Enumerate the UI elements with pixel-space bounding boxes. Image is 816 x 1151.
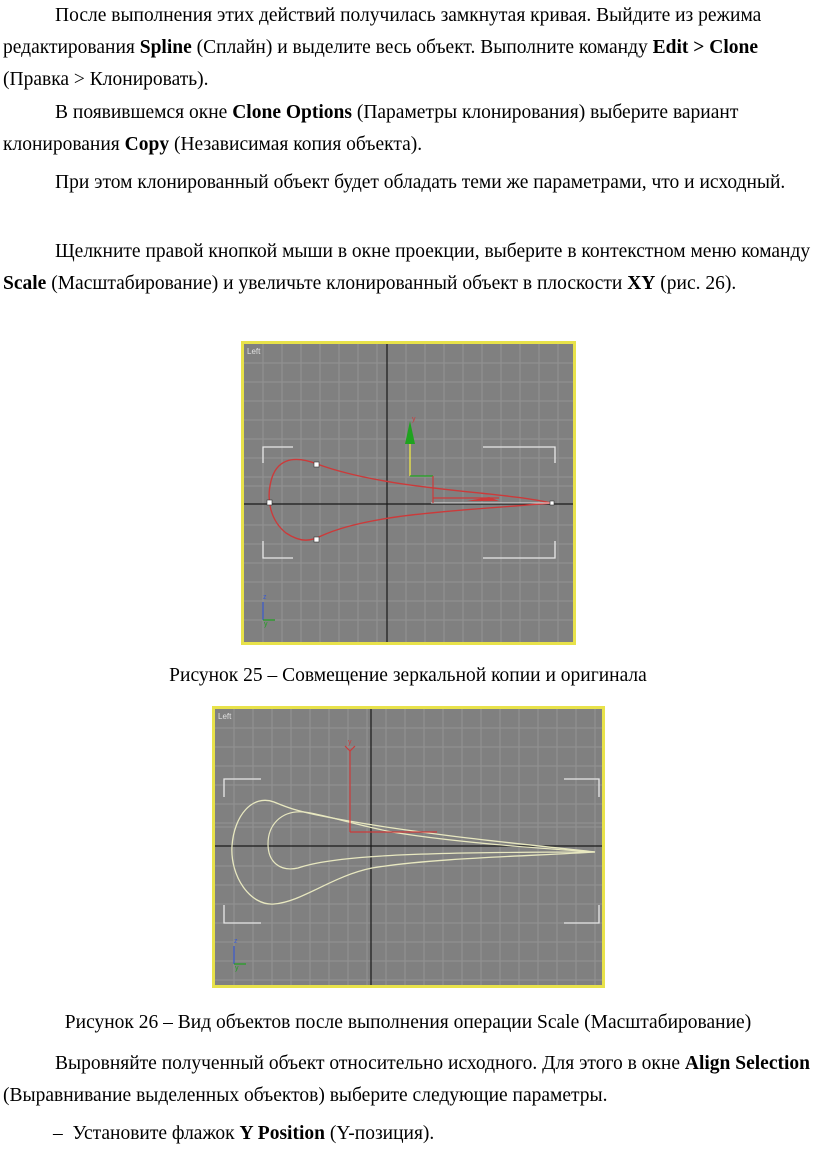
figure-25-caption: Рисунок 25 – Совмещение зеркальной копии и оригинала — [169, 665, 647, 686]
paragraph-2 — [3, 97, 811, 161]
text: После выполнения этих действий получилась замкнутая кривая. Выйдите из режима редактирования — [3, 5, 762, 58]
figure-25-viewport — [241, 341, 576, 645]
tripod-z-label: z — [263, 594, 267, 601]
tripod-z-label: z — [234, 938, 238, 945]
viewport-frame — [243, 343, 575, 644]
text: (Выравнивание выделенных объектов) выберите следующие параметры. — [3, 1085, 608, 1106]
text: Выровняйте полученный объект относительно исходного. Для этого в окне — [55, 1053, 685, 1074]
paragraph-5 — [3, 1048, 811, 1112]
viewport-label: Left — [218, 712, 232, 721]
text: (Правка > Клонировать). — [3, 69, 209, 90]
term-align-selection: Align Selection — [684, 1053, 810, 1074]
bullet-item — [53, 1118, 803, 1150]
term-clone-options: Clone Options — [232, 102, 352, 123]
gizmo-y-label: y — [412, 416, 416, 423]
paragraph-3 — [3, 167, 811, 199]
text: В появившемся окне — [55, 102, 233, 123]
paragraph-4 — [3, 236, 811, 300]
text: При этом клонированный объект будет обладать теми же параметрами, что и исходный. — [55, 172, 786, 193]
tripod-y-label: y — [235, 965, 239, 972]
term-scale: Scale — [3, 273, 47, 294]
text: Щелкните правой кнопкой мыши в окне проекции, выберите в контекстном меню команду — [55, 241, 811, 262]
text: Установите флажок — [72, 1123, 240, 1144]
text: (Y-позиция). — [324, 1123, 435, 1144]
paragraph-1 — [3, 0, 811, 96]
viewport-left-figure26 — [212, 706, 605, 988]
tripod-y-label: y — [264, 621, 268, 628]
text: (рис. 26). — [655, 273, 737, 294]
term-xy: XY — [627, 273, 656, 294]
figure-26-viewport — [212, 706, 605, 988]
text: (Сплайн) и выделите весь объект. Выполните команду — [191, 37, 653, 58]
text: (Масштабирование) и увеличьте клонированный объект в плоскости — [46, 273, 628, 294]
term-copy: Copy — [124, 134, 170, 155]
term-y-position: Y Position — [239, 1123, 325, 1144]
viewport-left-figure25 — [241, 341, 576, 645]
viewport-label: Left — [247, 347, 261, 356]
text: (Независимая копия объекта). — [169, 134, 423, 155]
figure-26-caption: Рисунок 26 – Вид объектов после выполнения операции Scale (Масштабирование) — [64, 1012, 752, 1033]
bullet-marker: – — [53, 1123, 63, 1144]
term-spline: Spline — [139, 37, 192, 58]
term-edit-clone: Edit > Clone — [652, 37, 758, 58]
gizmo-y-label: y — [348, 739, 352, 746]
text: (Параметры клонирования) выберите вариант клонирования — [3, 102, 739, 155]
